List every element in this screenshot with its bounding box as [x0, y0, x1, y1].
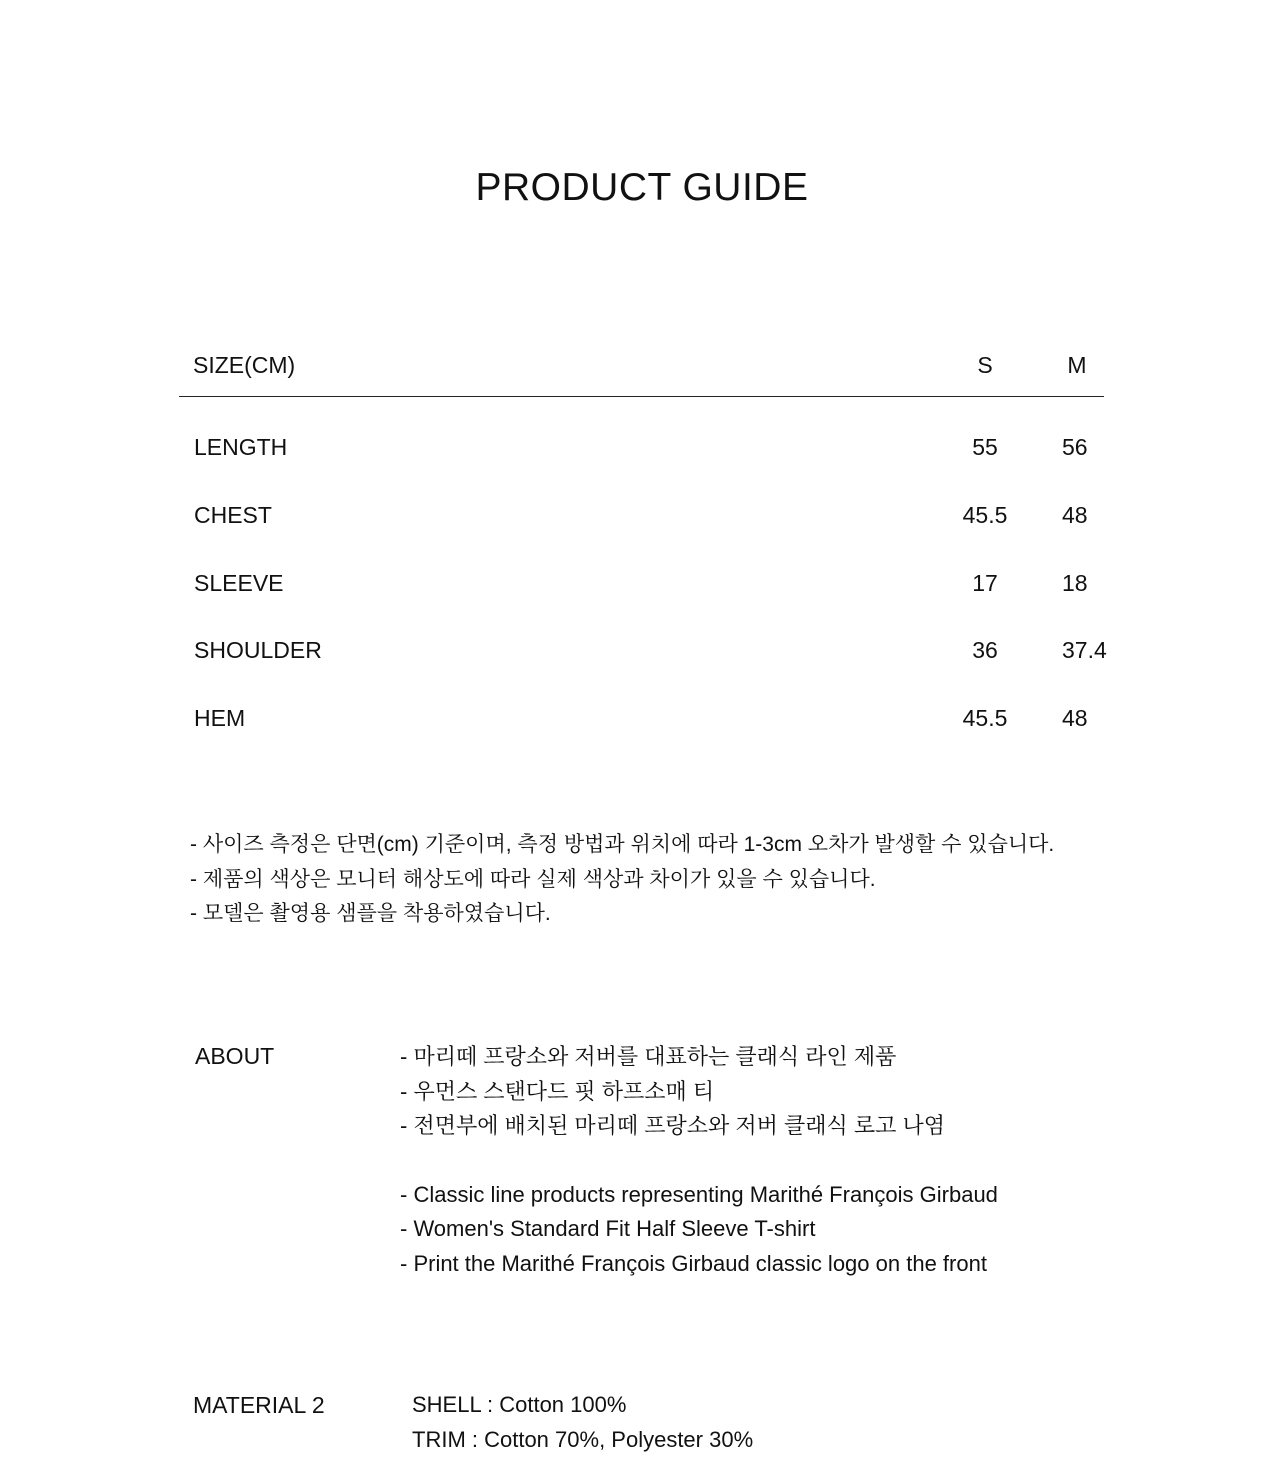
measurement-notes — [190, 828, 1054, 932]
table-row — [0, 434, 1284, 474]
note-line: - 모델은 촬영용 샘플을 착용하였습니다. — [190, 902, 551, 925]
material-line: TRIM : Cotton 70%, Polyester 30% — [412, 1426, 754, 1452]
value-s: 45.5 — [962, 705, 1008, 731]
note-line: - 사이즈 측정은 단면(cm) 기준이며, 측정 방법과 위치에 따라 1-3cm 오차가 발생할 수 있습니다. — [190, 833, 1055, 856]
about-line-en: - Print the Marithé François Girbaud classic logo on the front — [400, 1250, 987, 1276]
value-s: 36 — [972, 637, 998, 663]
size-column-m: M — [1067, 352, 1087, 378]
note-line: - 제품의 색상은 모니터 해상도에 따라 실제 색상과 차이가 있을 수 있습니다. — [190, 867, 876, 891]
row-label: HEM — [194, 705, 246, 731]
about-line-en: - Classic line products representing Marithé François Girbaud — [400, 1181, 998, 1207]
value-m: 37.4 — [1062, 637, 1107, 663]
value-m: 18 — [1062, 570, 1088, 596]
value-s: 17 — [972, 570, 998, 596]
value-m: 56 — [1062, 434, 1088, 460]
table-row — [0, 637, 1284, 677]
row-label: CHEST — [194, 502, 272, 528]
table-row — [0, 502, 1284, 542]
spacer — [400, 1144, 998, 1178]
table-row — [0, 570, 1284, 610]
row-label: SHOULDER — [194, 637, 322, 663]
size-table-header-label: SIZE(CM) — [193, 352, 296, 378]
value-m: 48 — [1062, 705, 1088, 731]
material-line: SHELL : Cotton 100% — [412, 1392, 627, 1417]
page-title: PRODUCT GUIDE — [475, 166, 809, 209]
about-line-en: - Women's Standard Fit Half Sleeve T-shirt — [400, 1216, 816, 1241]
material-label: MATERIAL 2 — [193, 1392, 325, 1418]
about-line-ko: - 마리떼 프랑소와 저버를 대표하는 클래식 라인 제품 — [400, 1044, 897, 1069]
about-line-ko: - 전면부에 배치된 마리떼 프랑소와 저버 클래식 로고 나염 — [400, 1113, 946, 1138]
row-label: LENGTH — [194, 434, 288, 460]
row-label: SLEEVE — [194, 570, 284, 596]
about-description — [400, 1040, 998, 1281]
size-column-s: S — [977, 352, 993, 378]
material-composition — [412, 1388, 753, 1457]
header-divider — [179, 396, 1104, 397]
about-label: ABOUT — [195, 1043, 275, 1069]
value-m: 48 — [1062, 502, 1088, 528]
about-line-ko: - 우먼스 스탠다드 핏 하프소매 티 — [400, 1078, 715, 1104]
table-row — [0, 705, 1284, 745]
value-s: 55 — [972, 434, 998, 460]
value-s: 45.5 — [962, 502, 1008, 528]
